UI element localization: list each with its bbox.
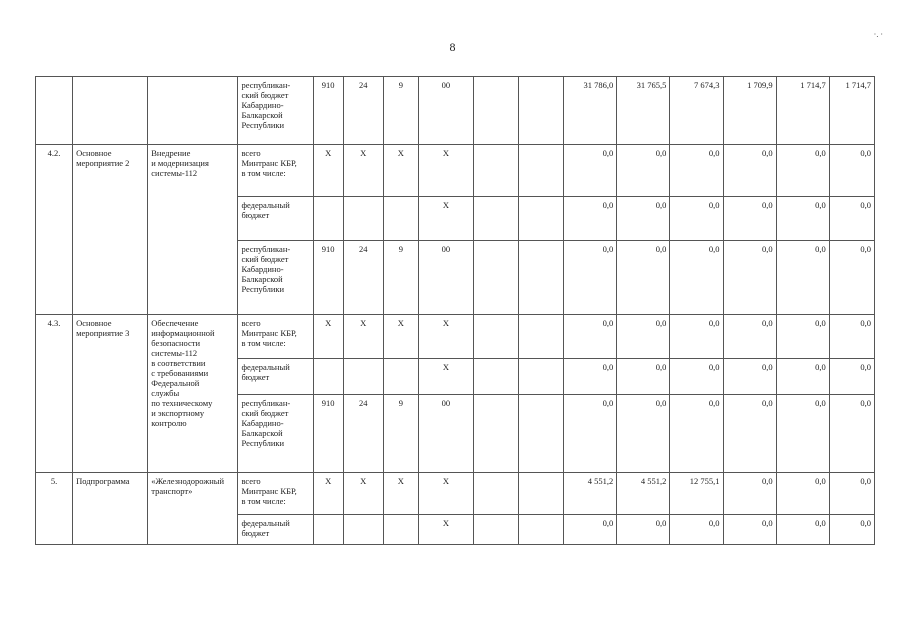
row-name: «Железнодорожный транспорт» bbox=[148, 473, 238, 545]
value-cell: 0,0 bbox=[670, 359, 723, 395]
table-row bbox=[36, 77, 875, 145]
value-cell: 0,0 bbox=[829, 359, 874, 395]
csr-cell: X bbox=[383, 145, 418, 197]
value-cell: 0,0 bbox=[670, 395, 723, 473]
row-name: Обеспечение информационной безопасности системы-112 в соответствии с требованиями Федеральной службы по техническому и экспортному контролю bbox=[148, 315, 238, 473]
empty-cell bbox=[473, 473, 518, 515]
value-cell: 0,0 bbox=[723, 241, 776, 315]
value-cell: 31 786,0 bbox=[564, 77, 617, 145]
empty-cell bbox=[473, 359, 518, 395]
vr-cell: X bbox=[418, 145, 473, 197]
value-cell: 0,0 bbox=[670, 241, 723, 315]
value-cell: 0,0 bbox=[617, 197, 670, 241]
grbs-cell: 910 bbox=[313, 77, 343, 145]
value-cell: 0,0 bbox=[776, 145, 829, 197]
csr-cell: X bbox=[383, 473, 418, 515]
value-cell: 0,0 bbox=[776, 359, 829, 395]
value-cell: 0,0 bbox=[723, 395, 776, 473]
empty-cell bbox=[473, 315, 518, 359]
value-cell: 0,0 bbox=[564, 515, 617, 545]
grbs-cell: 910 bbox=[313, 241, 343, 315]
budget-table bbox=[35, 76, 875, 545]
value-cell: 0,0 bbox=[670, 315, 723, 359]
empty-cell bbox=[519, 395, 564, 473]
value-cell: 1 714,7 bbox=[776, 77, 829, 145]
row-type: Основное мероприятие 3 bbox=[73, 315, 148, 473]
value-cell: 0,0 bbox=[564, 395, 617, 473]
empty-cell bbox=[519, 359, 564, 395]
empty-cell bbox=[519, 77, 564, 145]
grbs-cell: 910 bbox=[313, 395, 343, 473]
empty-cell bbox=[519, 145, 564, 197]
row-type: Подпрограмма bbox=[73, 473, 148, 545]
value-cell: 0,0 bbox=[564, 241, 617, 315]
empty-cell bbox=[473, 145, 518, 197]
row-name bbox=[148, 77, 238, 145]
grbs-cell: X bbox=[313, 473, 343, 515]
funding-source: всего Минтранс КБР, в том числе: bbox=[238, 315, 313, 359]
value-cell: 0,0 bbox=[776, 473, 829, 515]
row-number bbox=[36, 77, 73, 145]
value-cell: 0,0 bbox=[723, 197, 776, 241]
rzpr-cell: 24 bbox=[343, 395, 383, 473]
rzpr-cell bbox=[343, 515, 383, 545]
csr-cell: 9 bbox=[383, 77, 418, 145]
value-cell: 0,0 bbox=[829, 395, 874, 473]
empty-cell bbox=[473, 395, 518, 473]
funding-source: всего Минтранс КБР, в том числе: bbox=[238, 473, 313, 515]
value-cell: 1 709,9 bbox=[723, 77, 776, 145]
value-cell: 1 714,7 bbox=[829, 77, 874, 145]
value-cell: 0,0 bbox=[670, 145, 723, 197]
row-type: Основное мероприятие 2 bbox=[73, 145, 148, 315]
empty-cell bbox=[519, 241, 564, 315]
value-cell: 0,0 bbox=[617, 515, 670, 545]
csr-cell bbox=[383, 197, 418, 241]
value-cell: 0,0 bbox=[617, 315, 670, 359]
grbs-cell bbox=[313, 359, 343, 395]
rzpr-cell: 24 bbox=[343, 77, 383, 145]
rzpr-cell: X bbox=[343, 473, 383, 515]
value-cell: 0,0 bbox=[723, 145, 776, 197]
funding-source: республикан- ский бюджет Кабардино- Балкарской Республики bbox=[238, 241, 313, 315]
value-cell: 0,0 bbox=[776, 241, 829, 315]
csr-cell: X bbox=[383, 315, 418, 359]
empty-cell bbox=[473, 77, 518, 145]
value-cell: 0,0 bbox=[776, 395, 829, 473]
value-cell: 12 755,1 bbox=[670, 473, 723, 515]
vr-cell: X bbox=[418, 315, 473, 359]
empty-cell bbox=[473, 241, 518, 315]
value-cell: 0,0 bbox=[776, 197, 829, 241]
value-cell: 0,0 bbox=[670, 197, 723, 241]
funding-source: федеральный бюджет bbox=[238, 197, 313, 241]
table-row bbox=[36, 473, 875, 515]
value-cell: 0,0 bbox=[829, 197, 874, 241]
row-number: 5. bbox=[36, 473, 73, 545]
value-cell: 0,0 bbox=[776, 515, 829, 545]
value-cell: 0,0 bbox=[776, 315, 829, 359]
value-cell: 0,0 bbox=[829, 145, 874, 197]
csr-cell: 9 bbox=[383, 241, 418, 315]
rzpr-cell bbox=[343, 359, 383, 395]
row-number: 4.3. bbox=[36, 315, 73, 473]
vr-cell: X bbox=[418, 197, 473, 241]
row-type bbox=[73, 77, 148, 145]
rzpr-cell: X bbox=[343, 145, 383, 197]
csr-cell: 9 bbox=[383, 395, 418, 473]
empty-cell bbox=[519, 315, 564, 359]
empty-cell bbox=[519, 515, 564, 545]
value-cell: 0,0 bbox=[670, 515, 723, 545]
page-number: 8 bbox=[449, 40, 456, 54]
funding-source: федеральный бюджет bbox=[238, 515, 313, 545]
grbs-cell bbox=[313, 197, 343, 241]
empty-cell bbox=[519, 473, 564, 515]
vr-cell: 00 bbox=[418, 77, 473, 145]
csr-cell bbox=[383, 359, 418, 395]
empty-cell bbox=[473, 197, 518, 241]
value-cell: 4 551,2 bbox=[617, 473, 670, 515]
value-cell: 0,0 bbox=[829, 515, 874, 545]
vr-cell: 00 bbox=[418, 241, 473, 315]
value-cell: 7 674,3 bbox=[670, 77, 723, 145]
corner-marks: ·. · bbox=[873, 30, 883, 39]
table-row bbox=[36, 145, 875, 197]
grbs-cell: X bbox=[313, 315, 343, 359]
vr-cell: X bbox=[418, 515, 473, 545]
value-cell: 0,0 bbox=[723, 473, 776, 515]
vr-cell: X bbox=[418, 473, 473, 515]
value-cell: 0,0 bbox=[564, 197, 617, 241]
value-cell: 0,0 bbox=[723, 359, 776, 395]
funding-source: всего Минтранс КБР, в том числе: bbox=[238, 145, 313, 197]
value-cell: 0,0 bbox=[617, 241, 670, 315]
empty-cell bbox=[519, 197, 564, 241]
value-cell: 0,0 bbox=[617, 395, 670, 473]
value-cell: 0,0 bbox=[723, 315, 776, 359]
value-cell: 31 765,5 bbox=[617, 77, 670, 145]
funding-source: республикан- ский бюджет Кабардино- Балкарской Республики bbox=[238, 77, 313, 145]
rzpr-cell: 24 bbox=[343, 241, 383, 315]
value-cell: 4 551,2 bbox=[564, 473, 617, 515]
funding-source: республикан- ский бюджет Кабардино- Балкарской Республики bbox=[238, 395, 313, 473]
value-cell: 0,0 bbox=[564, 359, 617, 395]
rzpr-cell: X bbox=[343, 315, 383, 359]
empty-cell bbox=[473, 515, 518, 545]
value-cell: 0,0 bbox=[564, 315, 617, 359]
grbs-cell bbox=[313, 515, 343, 545]
vr-cell: X bbox=[418, 359, 473, 395]
vr-cell: 00 bbox=[418, 395, 473, 473]
row-name: Внедрение и модернизация системы-112 bbox=[148, 145, 238, 315]
value-cell: 0,0 bbox=[829, 241, 874, 315]
csr-cell bbox=[383, 515, 418, 545]
value-cell: 0,0 bbox=[829, 315, 874, 359]
value-cell: 0,0 bbox=[723, 515, 776, 545]
row-number: 4.2. bbox=[36, 145, 73, 315]
grbs-cell: X bbox=[313, 145, 343, 197]
value-cell: 0,0 bbox=[564, 145, 617, 197]
value-cell: 0,0 bbox=[617, 145, 670, 197]
value-cell: 0,0 bbox=[617, 359, 670, 395]
rzpr-cell bbox=[343, 197, 383, 241]
table-row bbox=[36, 315, 875, 359]
funding-source: федеральный бюджет bbox=[238, 359, 313, 395]
value-cell: 0,0 bbox=[829, 473, 874, 515]
